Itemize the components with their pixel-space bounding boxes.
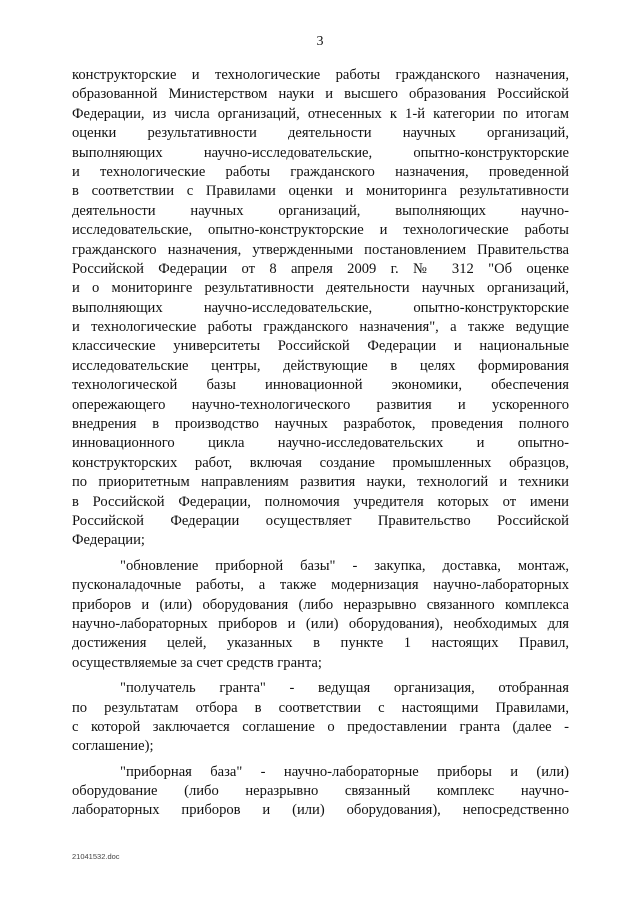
- text-line: Российской Федерации от 8 апреля 2009 г. № 312 "Об оценке: [72, 260, 569, 277]
- text-line: образованной Министерством науки и высшего образования Российской: [72, 86, 569, 103]
- text-line: выполняющих научно-исследовательские, опытно-конструкторские: [72, 144, 569, 161]
- text-line: с которой заключается соглашение о предоставлении гранта (далее -: [72, 718, 569, 735]
- text-line: "обновление приборной базы" - закупка, доставка, монтаж,: [120, 557, 569, 574]
- text-line: Федерации;: [72, 532, 145, 549]
- text-line: по приоритетным направлениям развития науки, технологий и техники: [72, 474, 569, 491]
- text-line: конструкторских работ, включая создание промышленных образцов,: [72, 454, 569, 471]
- text-line: соглашение);: [72, 738, 154, 755]
- text-line: "получатель гранта" - ведущая организация, отобранная: [120, 680, 569, 697]
- page-number: 3: [316, 34, 324, 49]
- text-line: лабораторных приборов и (или) оборудования), непосредственно: [72, 802, 569, 819]
- text-line: конструкторские и технологические работы гражданского назначения,: [72, 67, 569, 83]
- document-body: [72, 66, 569, 821]
- text-line: по результатам отбора в соответствии с настоящими Правилами,: [72, 699, 569, 716]
- text-line: оценки результативности деятельности научных организаций,: [72, 125, 569, 142]
- text-line: Российской Федерации осуществляет Правительство Российской: [72, 512, 569, 529]
- text-line: "приборная база" - научно-лабораторные приборы и (или): [120, 763, 569, 780]
- text-line: деятельности научных организаций, выполняющих научно-: [72, 202, 569, 219]
- text-line: и технологические работы гражданского назначения, проведенной: [72, 163, 569, 180]
- text-line: опережающего научно-технологического развития и ускоренного: [72, 396, 569, 413]
- text-line: в соответствии с Правилами оценки и мониторинга результативности: [72, 183, 569, 200]
- text-line: Федерации, из числа организаций, отнесенных к 1-й категории по итогам: [72, 105, 569, 122]
- text-line: и о мониторинге результативности деятельности научных организаций,: [72, 280, 569, 297]
- text-line: пусконаладочные работы, а также модернизация научно-лабораторных: [72, 577, 569, 594]
- text-line: и технологические работы гражданского назначения", а также ведущие: [72, 319, 569, 336]
- text-line: исследовательские центры, действующие в целях формирования: [72, 357, 569, 374]
- text-line: внедрения в производство научных разработок, проведения полного: [72, 416, 569, 433]
- text-line: научно-лабораторных приборов и (или) оборудования), необходимых для: [72, 615, 569, 632]
- text-line: в Российской Федерации, полномочия учредителя которых от имени: [72, 493, 569, 510]
- text-line: оборудование (либо неразрывно связанный комплекс научно-: [72, 783, 569, 800]
- text-line: достижения целей, указанных в пункте 1 настоящих Правил,: [72, 635, 569, 652]
- text-line: инновационного цикла научно-исследовательских и опытно-: [72, 435, 569, 452]
- text-line: исследовательские, опытно-конструкторские и технологические работы: [72, 222, 569, 239]
- file-name-footer: 21041532.doc: [72, 852, 120, 861]
- text-line: выполняющих научно-исследовательские, опытно-конструкторские: [72, 299, 569, 316]
- text-line: классические университеты Российской Федерации и национальные: [72, 338, 569, 355]
- text-line: гражданского назначения, утвержденными постановлением Правительства: [72, 241, 569, 258]
- text-line: осуществляемые за счет средств гранта;: [72, 654, 322, 671]
- text-line: технологической базы инновационной экономики, обеспечения: [72, 377, 569, 394]
- text-line: приборов и (или) оборудования (либо неразрывно связанного комплекса: [72, 596, 569, 613]
